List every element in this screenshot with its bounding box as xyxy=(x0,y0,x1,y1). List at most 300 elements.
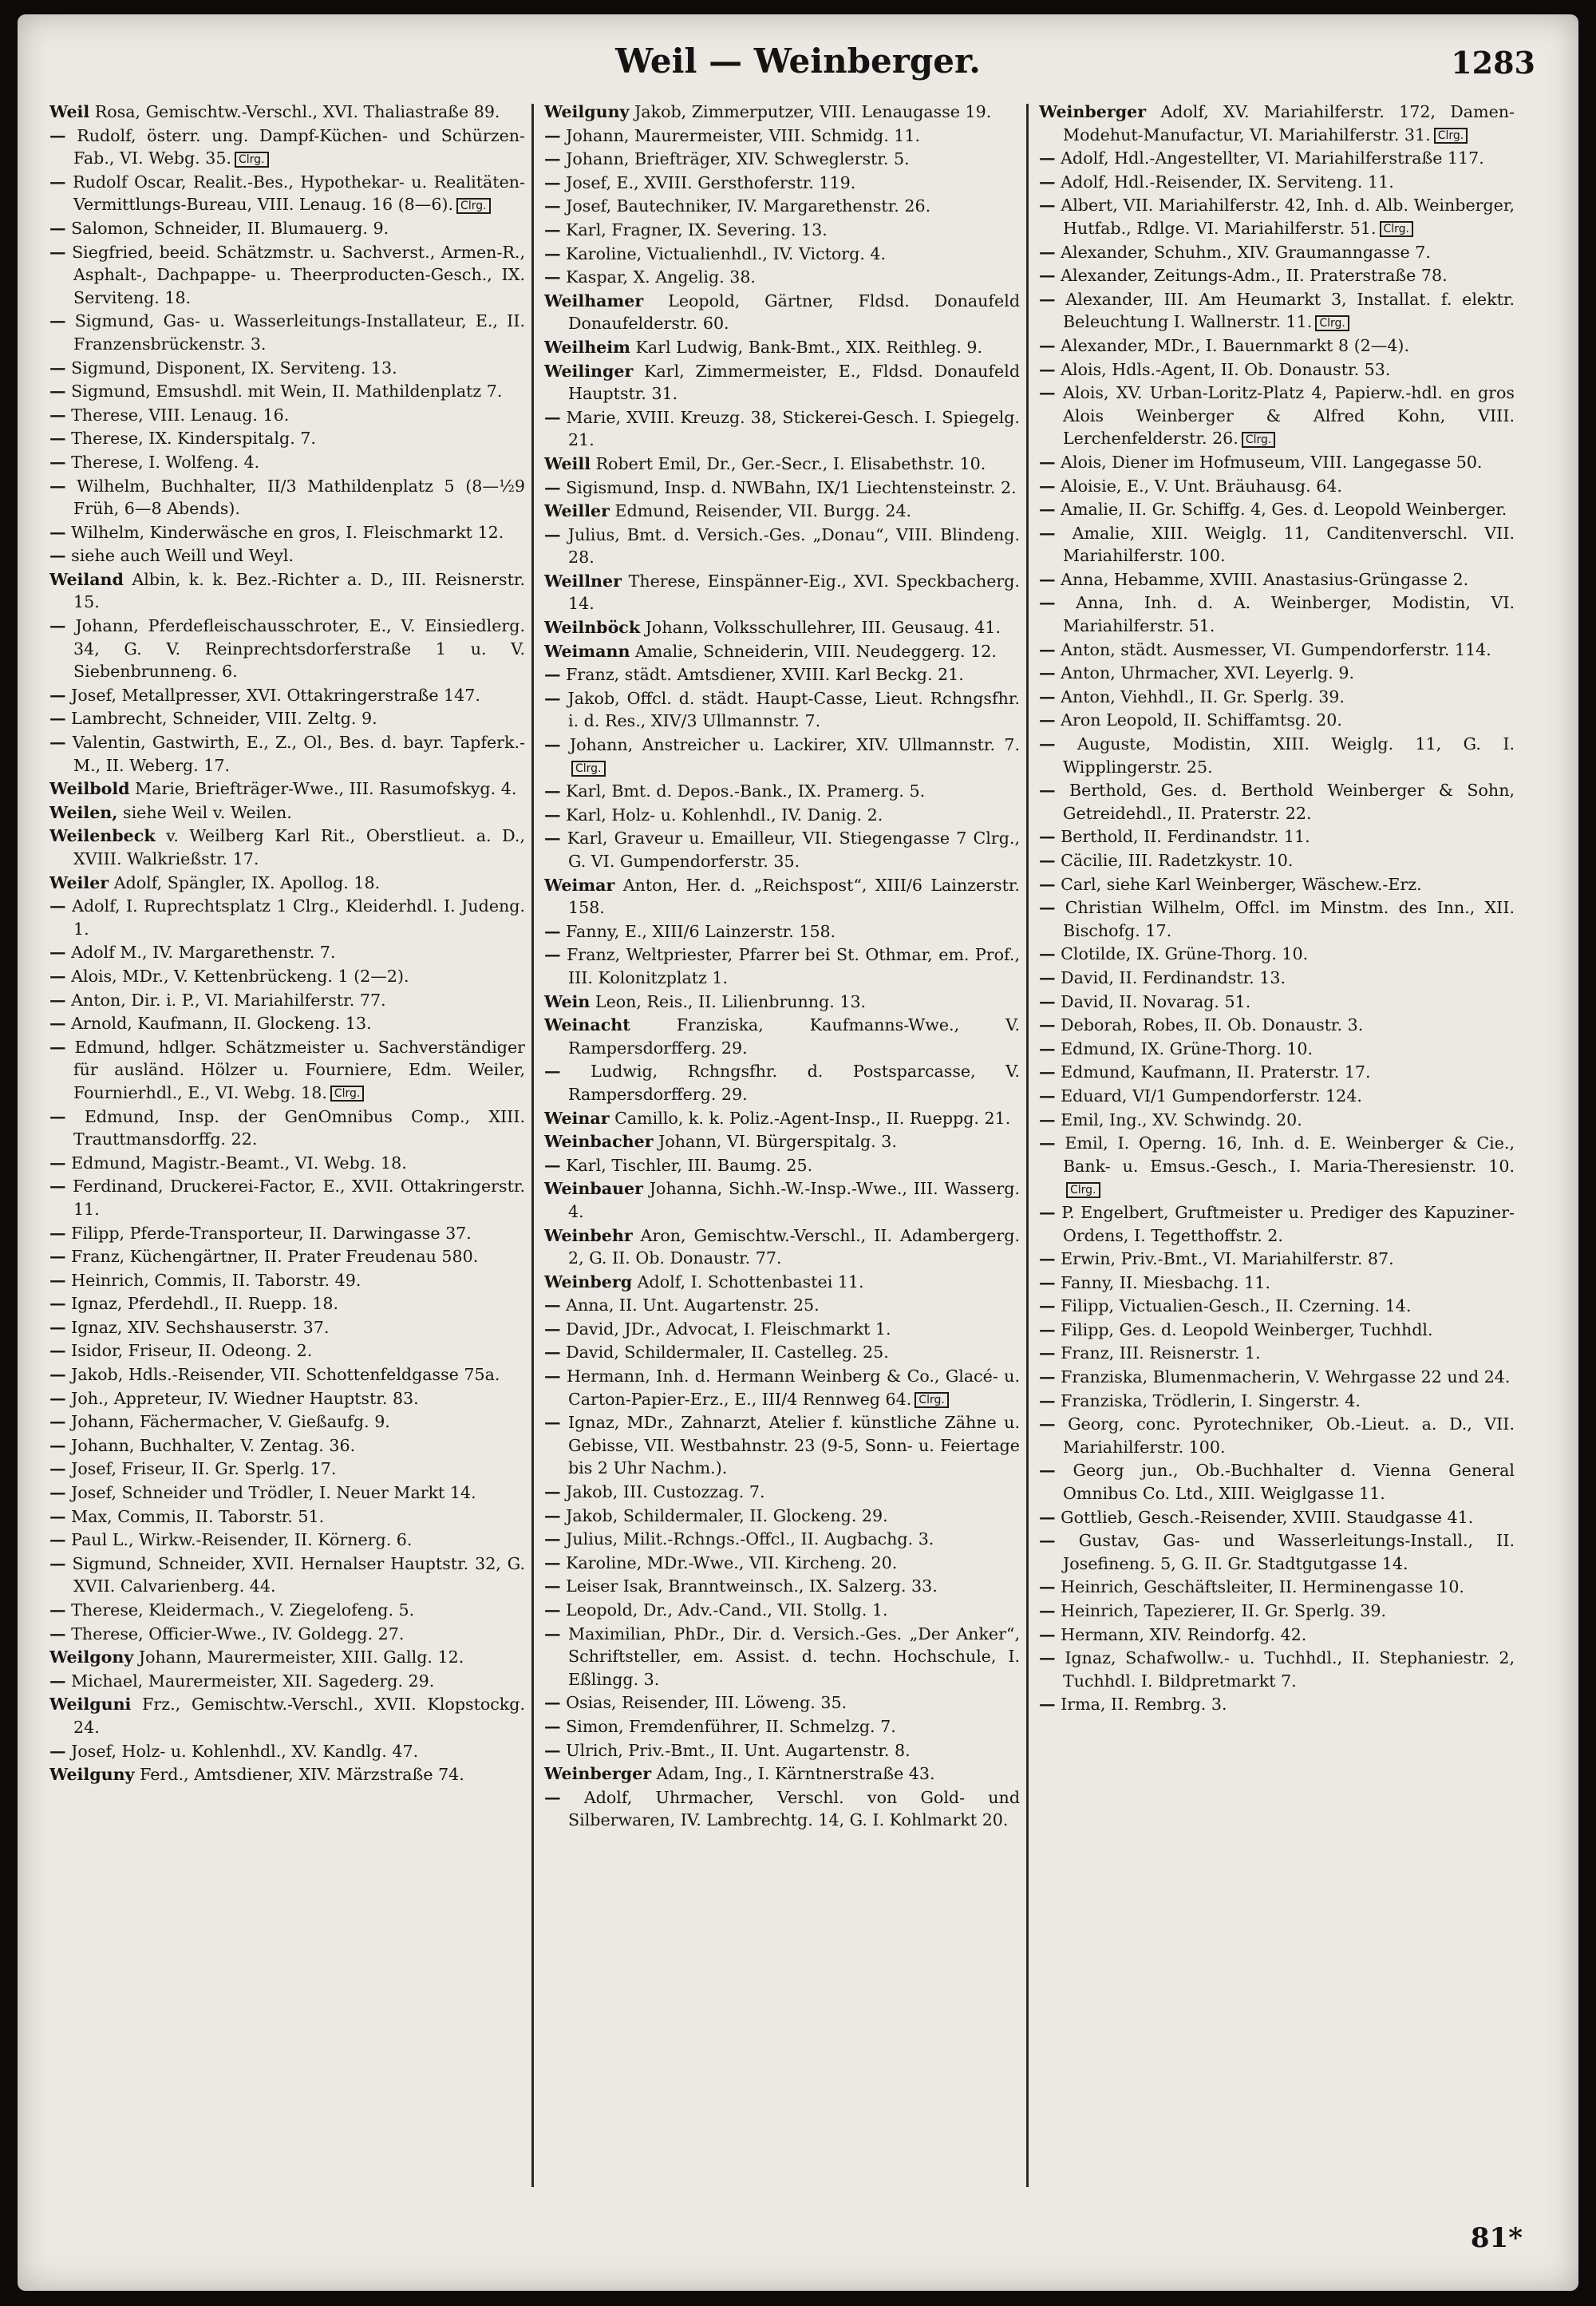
entry-surname: Weillner xyxy=(544,571,622,591)
entry-details: Heinrich, Commis, II. Taborstr. 49. xyxy=(71,1270,361,1290)
directory-entry xyxy=(49,217,525,240)
entry-details: Wilhelm, Buchhalter, II/3 Mathildenplatz 5 (8—½9 Früh, 6—8 Abends). xyxy=(73,476,525,519)
directory-entry xyxy=(1039,147,1515,170)
entry-surname: — xyxy=(49,1294,66,1314)
entry-surname: — xyxy=(544,267,561,287)
entry-details: Albert, VII. Mariahilferstr. 42, Inh. d. Alb. Weinberger, Hutfab., Rdlge. VI. Mariahilferstr. 51. xyxy=(1061,196,1515,238)
directory-entry xyxy=(544,640,1020,663)
signature-mark: 81* xyxy=(1470,2222,1523,2254)
entry-surname: — xyxy=(1039,266,1056,286)
directory-entry xyxy=(1039,591,1515,637)
directory-entry xyxy=(49,427,525,450)
entry-details: Erwin, Priv.-Bmt., VI. Mariahilferstr. 87. xyxy=(1061,1249,1394,1269)
entry-surname: — xyxy=(544,196,561,216)
directory-entry xyxy=(49,380,525,403)
entry-details: Ignaz, Pferdehdl., II. Ruepp. 18. xyxy=(71,1294,339,1314)
entry-surname: — xyxy=(49,1506,66,1526)
clearing-badge: Clrg. xyxy=(456,198,491,214)
directory-entry xyxy=(544,125,1020,148)
entry-details: Leopold, Gärtner, Fldsd. Donaufeld Donaufelderstr. 60. xyxy=(568,291,1020,334)
entry-details: Irma, II. Rembrg. 3. xyxy=(1061,1695,1227,1715)
entry-surname: Weilinger xyxy=(544,361,634,381)
entry-details: Alois, Diener im Hofmuseum, VIII. Langegasse 50. xyxy=(1061,452,1483,472)
entry-details: Filipp, Ges. d. Leopold Weinberger, Tuchhdl. xyxy=(1061,1319,1433,1339)
directory-entry xyxy=(544,616,1020,639)
entry-details: Jakob, Zimmerputzer, VIII. Lenaugasse 19. xyxy=(634,102,992,121)
entry-details: Edmund, IX. Grüne-Thorg. 10. xyxy=(1061,1038,1314,1058)
entry-details: Johann, Fächermacher, V. Gießaufg. 9. xyxy=(71,1412,390,1432)
entry-surname: — xyxy=(49,1317,66,1337)
directory-entry xyxy=(544,101,1020,124)
clearing-badge: Clrg. xyxy=(1315,315,1349,331)
entry-details: Karoline, Victualienhdl., IV. Victorg. 4. xyxy=(566,243,887,263)
entry-details: Filipp, Pferde-Transporteur, II. Darwingasse 37. xyxy=(71,1223,472,1243)
entry-details: David, II. Novarag. 51. xyxy=(1061,991,1251,1011)
entry-details: Karl, Bmt. d. Depos.-Bank., IX. Pramerg. 5. xyxy=(566,781,926,801)
directory-entry xyxy=(544,1691,1020,1715)
directory-entry xyxy=(49,941,525,964)
entry-surname: — xyxy=(544,945,561,965)
column-divider xyxy=(531,104,534,2187)
directory-entry xyxy=(1039,686,1515,709)
directory-entry xyxy=(1039,1248,1515,1271)
directory-entry xyxy=(544,991,1020,1014)
directory-entry xyxy=(49,357,525,380)
entry-surname: — xyxy=(1039,1109,1056,1129)
entry-details: Josef, E., XVIII. Gersthoferstr. 119. xyxy=(566,172,856,192)
entry-details: Anna, II. Unt. Augartenstr. 25. xyxy=(566,1295,820,1315)
entry-surname: — xyxy=(1039,1695,1056,1715)
directory-entry xyxy=(1039,1014,1515,1037)
entry-details: Aloisie, E., V. Unt. Bräuhausg. 64. xyxy=(1061,476,1342,496)
entry-surname: — xyxy=(1039,686,1056,706)
entry-details: Johann, Volksschullehrer, III. Geusaug. 41. xyxy=(645,618,1001,638)
entry-surname: — xyxy=(49,1671,66,1691)
directory-entry xyxy=(544,1060,1020,1106)
entry-surname: — xyxy=(1039,944,1056,964)
entry-details: Adolf, Hdl.-Reisender, IX. Serviteng. 11. xyxy=(1061,172,1394,192)
entry-details: Johann, Buchhalter, V. Zentag. 36. xyxy=(71,1435,356,1455)
entry-details: Karl, Zimmermeister, E., Fldsd. Donaufeld Hauptstr. 31. xyxy=(568,361,1020,404)
directory-entry xyxy=(544,874,1020,920)
entry-details: Aron Leopold, II. Schiffamtsg. 20. xyxy=(1061,710,1342,730)
entry-surname: — xyxy=(49,311,66,331)
directory-entry xyxy=(49,731,525,777)
entry-details: Anton, städt. Ausmesser, VI. Gumpendorferstr. 114. xyxy=(1061,639,1491,659)
entry-details: Paul L., Wirkw.-Reisender, II. Körnerg. 6. xyxy=(71,1530,413,1550)
directory-entry xyxy=(544,920,1020,943)
entry-details: Alexander, III. Am Heumarkt 3, Installat. f. elektr. Beleuchtung I. Wallnerstr. 11. xyxy=(1063,289,1515,332)
entry-surname: Weilenbeck xyxy=(49,826,156,846)
entry-details: Alois, XV. Urban-Loritz-Platz 4, Papierw.-hdl. en gros Alois Weinberger & Alfred Kohn, VIII. Lerchenfelderstr. 26. xyxy=(1062,383,1515,449)
entry-details: Alois, MDr., V. Kettenbrückeng. 1 (2—2). xyxy=(71,966,409,986)
entry-surname: — xyxy=(1039,710,1056,730)
entry-details: Julius, Milit.-Rchngs.-Offcl., II. Augbachg. 3. xyxy=(566,1529,934,1549)
entry-surname: — xyxy=(49,125,66,145)
entry-details: Anton, Uhrmacher, XVI. Leyerlg. 9. xyxy=(1061,663,1355,683)
entry-surname: Weill xyxy=(544,453,591,473)
entry-surname: — xyxy=(1039,639,1056,659)
entry-details: Adolf, I. Schottenbastei 11. xyxy=(637,1272,864,1291)
directory-entry xyxy=(1039,475,1515,498)
entry-surname: — xyxy=(49,1388,66,1408)
directory-entry xyxy=(1039,1647,1515,1692)
directory-entry xyxy=(1039,1109,1515,1132)
directory-entry xyxy=(544,1365,1020,1410)
directory-entry xyxy=(544,663,1020,686)
entry-surname: Weilen, xyxy=(49,802,118,822)
directory-entry xyxy=(544,172,1020,195)
entry-surname: — xyxy=(49,1223,66,1243)
entry-details: Carl, siehe Karl Weinberger, Wäschew.-Erz. xyxy=(1061,874,1422,894)
directory-entry xyxy=(544,1271,1020,1294)
entry-surname: Weinbauer xyxy=(544,1179,644,1199)
entry-surname: — xyxy=(544,407,561,427)
entry-surname: — xyxy=(1039,781,1056,801)
entry-surname: — xyxy=(544,1552,561,1572)
entry-surname: — xyxy=(1039,359,1056,379)
directory-entry xyxy=(1039,1529,1515,1575)
entry-details: Lambrecht, Schneider, VIII. Zeltg. 9. xyxy=(71,709,377,729)
directory-entry xyxy=(49,1458,525,1481)
entry-surname: — xyxy=(544,1062,561,1082)
entry-details: Valentin, Gastwirth, E., Z., Ol., Bes. d. bayr. Tapferk.-M., II. Weberg. 17. xyxy=(72,733,525,775)
directory-entry xyxy=(544,1341,1020,1364)
entry-details: David, JDr., Advocat, I. Fleischmarkt 1. xyxy=(566,1319,891,1339)
entry-details: Amalie, XIII. Weiglg. 11, Canditenverschl. VII. Mariahilferstr. 100. xyxy=(1063,523,1515,566)
entry-details: Karl, Fragner, IX. Severing. 13. xyxy=(566,220,828,239)
entry-surname: — xyxy=(1039,1461,1056,1481)
directory-entry xyxy=(544,734,1020,779)
directory-entry xyxy=(544,219,1020,242)
entry-surname: — xyxy=(1039,851,1056,870)
directory-entry xyxy=(544,570,1020,615)
entry-details: Alexander, MDr., I. Bauernmarkt 8 (2—4). xyxy=(1061,335,1410,355)
entry-details: Fanny, II. Miesbachg. 11. xyxy=(1061,1272,1270,1292)
entry-details: Marie, Briefträger-Wwe., III. Rasumofskyg. 4. xyxy=(135,779,517,799)
directory-entry xyxy=(544,780,1020,803)
entry-details: Berthold, Ges. d. Berthold Weinberger & Sohn, Getreidehdl., II. Praterstr. 22. xyxy=(1063,781,1515,823)
directory-entry xyxy=(544,1575,1020,1598)
entry-surname: — xyxy=(544,1343,561,1363)
directory-entry xyxy=(1039,1693,1515,1716)
directory-entry xyxy=(544,266,1020,289)
entry-surname: — xyxy=(1039,898,1056,918)
entry-surname: — xyxy=(1039,1507,1056,1527)
directory-entry xyxy=(1039,1624,1515,1647)
entry-surname: — xyxy=(49,382,66,401)
directory-entry xyxy=(1039,451,1515,474)
directory-entry xyxy=(1039,825,1515,848)
entry-details: Georg jun., Ob.-Buchhalter d. Vienna General Omnibus Co. Ltd., XIII. Weiglgasse 11. xyxy=(1063,1461,1515,1504)
entry-details: Johann, Briefträger, XIV. Schweglerstr. 5. xyxy=(566,149,910,169)
directory-entry xyxy=(49,568,525,614)
entry-surname: Weiller xyxy=(544,501,610,521)
directory-entry xyxy=(1039,849,1515,872)
entry-details: Clotilde, IX. Grüne-Thorg. 10. xyxy=(1061,944,1309,964)
entry-surname: — xyxy=(544,149,561,169)
directory-entry xyxy=(544,1224,1020,1270)
entry-details: Adolf M., IV. Margarethenstr. 7. xyxy=(71,943,336,963)
directory-entry xyxy=(1039,241,1515,264)
clearing-badge: Clrg. xyxy=(1242,432,1276,448)
entry-surname: Weilbold xyxy=(49,779,130,799)
entry-details: Anna, Inh. d. A. Weinberger, Modistin, VI. Mariahilferstr. 51. xyxy=(1063,593,1515,636)
entry-surname: — xyxy=(1039,172,1056,192)
entry-surname: — xyxy=(544,220,561,239)
entry-details: Adolf, XV. Mariahilferstr. 172, Damen-Modehut-Manufactur, VI. Mariahilferstr. 31. xyxy=(1063,102,1515,144)
entry-details: Amalie, Schneiderin, VIII. Neudeggerg. 12. xyxy=(635,641,997,661)
entry-details: Sigmund, Gas- u. Wasserleitungs-Installateur, E., II. Franzensbrückenstr. 3. xyxy=(73,311,525,354)
entry-surname: — xyxy=(544,781,561,801)
entry-details: Heinrich, Geschäftsleiter, II. Herminengasse 10. xyxy=(1061,1577,1464,1597)
directory-entry xyxy=(1039,288,1515,334)
directory-entry xyxy=(49,1363,525,1386)
entry-surname: — xyxy=(49,1014,66,1034)
entry-surname: Weil xyxy=(49,102,90,121)
directory-entry xyxy=(544,195,1020,218)
entry-details: Sigmund, Schneider, XVII. Hernalser Hauptstr. 32, G. XVII. Calvarienberg. 44. xyxy=(72,1553,525,1596)
entry-surname: — xyxy=(49,1483,66,1503)
entry-surname: — xyxy=(544,921,561,941)
entry-surname: Weiler xyxy=(49,872,109,892)
entry-surname: — xyxy=(544,1787,561,1807)
entry-surname: — xyxy=(49,1247,66,1267)
directory-entry xyxy=(544,453,1020,476)
directory-entry xyxy=(49,451,525,474)
entry-surname: — xyxy=(544,172,561,192)
entry-surname: — xyxy=(544,665,561,685)
entry-details: Franziska, Kaufmanns-Wwe., V. Rampersdorfferg. 29. xyxy=(568,1015,1020,1058)
clearing-badge: Clrg. xyxy=(1434,128,1468,144)
entry-surname: — xyxy=(1039,734,1056,754)
directory-entry xyxy=(49,895,525,940)
directory-entry xyxy=(544,290,1020,335)
entry-surname: — xyxy=(544,1693,561,1713)
directory-entry xyxy=(49,615,525,683)
directory-entry xyxy=(49,171,525,216)
directory-entry xyxy=(49,1529,525,1552)
entry-details: Adolf, Hdl.-Angestellter, VI. Mariahilferstraße 117. xyxy=(1061,148,1484,168)
entry-surname: Weinar xyxy=(544,1108,610,1128)
entry-surname: Weinberger xyxy=(544,1764,652,1784)
directory-entry xyxy=(1039,967,1515,990)
entry-details: David, II. Ferdinandstr. 13. xyxy=(1061,967,1286,987)
clearing-badge: Clrg. xyxy=(1066,1182,1100,1198)
entry-details: Maximilian, PhDr., Dir. d. Versich.-Ges. „Der Anker“, Schriftsteller, em. Assist. d. techn. Hochschule, I. Eßlingg. 3. xyxy=(568,1624,1020,1689)
directory-entry xyxy=(49,1106,525,1151)
entry-details: Kaspar, X. Angelig. 38. xyxy=(566,267,756,287)
directory-entry xyxy=(49,521,525,544)
entry-surname: — xyxy=(544,1413,561,1433)
entry-details: Cäcilie, III. Radetzkystr. 10. xyxy=(1061,851,1294,870)
entry-details: Deborah, Robes, II. Ob. Donaustr. 3. xyxy=(1061,1015,1364,1035)
entry-details: David, Schildermaler, II. Castelleg. 25. xyxy=(566,1343,889,1363)
entry-surname: — xyxy=(1039,500,1056,520)
entry-surname: — xyxy=(49,1624,66,1643)
directory-entry xyxy=(49,1410,525,1434)
entry-details: Johanna, Sichh.-W.-Insp.-Wwe., III. Wasserg. 4. xyxy=(568,1179,1020,1221)
entry-details: Edmund, Reisender, VII. Burgg. 24. xyxy=(614,501,912,521)
entry-surname: — xyxy=(544,1155,561,1175)
directory-entry xyxy=(544,1715,1020,1738)
directory-entry xyxy=(544,1599,1020,1622)
directory-entry xyxy=(544,1623,1020,1691)
entry-surname: — xyxy=(1039,569,1056,589)
directory-entry xyxy=(1039,1366,1515,1389)
directory-entry xyxy=(49,965,525,988)
entry-details: siehe auch Weill und Weyl. xyxy=(71,546,294,566)
entry-surname: — xyxy=(1039,991,1056,1011)
entry-details: Christian Wilhelm, Offcl. im Minstm. des Inn., XII. Bischofg. 17. xyxy=(1063,898,1515,940)
entry-details: Gottlieb, Gesch.-Reisender, XVIII. Staudgasse 41. xyxy=(1061,1507,1474,1527)
entry-surname: — xyxy=(49,616,66,636)
entry-surname: — xyxy=(1039,1038,1056,1058)
entry-details: Therese, Kleidermach., V. Ziegelofeng. 5. xyxy=(71,1600,415,1620)
entry-surname: — xyxy=(49,1600,66,1620)
directory-entry xyxy=(544,1411,1020,1480)
directory-entry xyxy=(1039,991,1515,1014)
entry-surname: Wein xyxy=(544,991,591,1011)
directory-entry xyxy=(1039,1459,1515,1505)
entry-details: Berthold, II. Ferdinandstr. 11. xyxy=(1061,827,1310,847)
entry-surname: Weilheim xyxy=(544,337,630,357)
entry-details: Franz, Weltpriester, Pfarrer bei St. Othmar, em. Prof., III. Kolonitzplatz 1. xyxy=(567,945,1020,987)
entry-details: Auguste, Modistin, XIII. Weiglg. 11, G. I. Wipplingerstr. 25. xyxy=(1063,734,1515,777)
entry-details: Leon, Reis., II. Lilienbrunng. 13. xyxy=(595,991,867,1011)
entry-surname: — xyxy=(1039,1577,1056,1597)
entry-surname: — xyxy=(1039,1648,1056,1668)
entry-details: Therese, Einspänner-Eig., XVI. Speckbacherg. 14. xyxy=(568,571,1020,614)
directory-entry xyxy=(1039,1506,1515,1529)
entry-surname: — xyxy=(544,1600,561,1620)
entry-surname: — xyxy=(544,1505,561,1525)
directory-entry xyxy=(1039,1132,1515,1200)
entry-surname: — xyxy=(544,524,561,544)
directory-entry xyxy=(544,1762,1020,1786)
entry-details: Edmund, Insp. der GenOmnibus Comp., XIII. Trauttmansdorffg. 22. xyxy=(73,1106,525,1149)
directory-entry xyxy=(1039,264,1515,287)
directory-entry xyxy=(544,827,1020,872)
directory-entry xyxy=(49,1175,525,1220)
entry-details: Karl, Holz- u. Kohlenhdl., IV. Danig. 2. xyxy=(566,805,883,825)
entry-details: Jakob, Hdls.-Reisender, VII. Schottenfeldgasse 75a. xyxy=(71,1365,500,1385)
directory-entry xyxy=(49,1152,525,1175)
entry-surname: Weilhamer xyxy=(544,291,644,310)
directory-entry xyxy=(1039,1085,1515,1108)
entry-surname: — xyxy=(49,405,66,425)
entry-details: Hermann, XIV. Reindorfg. 42. xyxy=(1061,1624,1307,1644)
entry-surname: — xyxy=(1039,452,1056,472)
directory-entry xyxy=(49,1505,525,1529)
entry-surname: — xyxy=(49,1270,66,1290)
entry-surname: — xyxy=(544,1482,561,1502)
entry-details: Karoline, MDr.-Wwe., VII. Kircheng. 20. xyxy=(566,1552,898,1572)
entry-surname: — xyxy=(49,429,66,449)
directory-entry xyxy=(49,989,525,1012)
entry-surname: — xyxy=(49,1341,66,1361)
directory-entry xyxy=(49,475,525,520)
directory-entry xyxy=(49,1646,525,1669)
entry-surname: — xyxy=(1039,663,1056,683)
entry-details: Frz., Gemischtw.-Verschl., XVII. Klopstockg. 24. xyxy=(73,1695,525,1737)
entry-details: Johann, Anstreicher u. Lackirer, XIV. Ullmannstr. 7. xyxy=(569,735,1020,755)
directory-entry xyxy=(1039,662,1515,685)
entry-surname: — xyxy=(1039,476,1056,496)
entry-details: Isidor, Friseur, II. Odeong. 2. xyxy=(71,1341,313,1361)
directory-entry xyxy=(544,1739,1020,1762)
directory-entry xyxy=(1039,733,1515,778)
directory-entry xyxy=(1039,568,1515,591)
entry-details: Camillo, k. k. Poliz.-Agent-Insp., II. Rueppg. 21. xyxy=(614,1108,1011,1128)
entry-details: Adolf, Spängler, IX. Apollog. 18. xyxy=(113,872,381,892)
entry-surname: — xyxy=(544,477,561,497)
entry-details: Ferd., Amtsdiener, XIV. Märzstraße 74. xyxy=(140,1765,464,1785)
entry-details: Amalie, II. Gr. Schiffg. 4, Ges. d. Leopold Weinberger. xyxy=(1061,500,1507,520)
entry-details: Ulrich, Priv.-Bmt., II. Unt. Augartenstr. 8. xyxy=(566,1740,911,1760)
entry-details: Johann, Maurermeister, XIII. Gallg. 12. xyxy=(138,1647,464,1667)
entry-surname: — xyxy=(49,1741,66,1761)
entry-surname: — xyxy=(544,1529,561,1549)
entry-details: Rudolf Oscar, Realit.-Bes., Hypothekar- u. Realitäten-Vermittlungs-Bureau, VIII. Lenaug. 16 (8—6). xyxy=(73,172,525,215)
directory-entry xyxy=(544,148,1020,171)
entry-details: Anton, Viehhdl., II. Gr. Sperlg. 39. xyxy=(1061,686,1345,706)
entry-details: Sigmund, Disponent, IX. Serviteng. 13. xyxy=(71,358,397,378)
clearing-badge: Clrg. xyxy=(235,152,269,168)
entry-details: Leiser Isak, Branntweinsch., IX. Salzerg. 33. xyxy=(566,1576,938,1596)
directory-entry xyxy=(544,1014,1020,1059)
entry-surname: — xyxy=(49,1530,66,1550)
directory-entry xyxy=(1039,1272,1515,1295)
page-number: 1283 xyxy=(1451,45,1535,81)
directory-entry xyxy=(49,1339,525,1363)
entry-details: Adam, Ing., I. Kärntnerstraße 43. xyxy=(656,1764,935,1784)
directory-entry xyxy=(49,125,525,170)
entry-details: Franziska, Blumenmacherin, V. Wehrgasse 22 und 24. xyxy=(1061,1367,1511,1387)
entry-surname: — xyxy=(49,476,66,496)
entry-details: Sigmund, Emsushdl. mit Wein, II. Mathildenplatz 7. xyxy=(71,382,503,401)
entry-surname: — xyxy=(544,243,561,263)
entry-details: v. Weilberg Karl Rit., Oberstlieut. a. D., XVIII. Walkrießstr. 17. xyxy=(73,826,525,868)
entry-surname: — xyxy=(49,546,66,566)
entry-surname: Weilguny xyxy=(49,1765,135,1785)
directory-entry xyxy=(49,1245,525,1268)
directory-entry xyxy=(544,1107,1020,1130)
entry-surname: — xyxy=(49,218,66,238)
entry-surname: — xyxy=(49,1177,66,1197)
entry-details: Therese, Officier-Wwe., IV. Goldegg. 27. xyxy=(71,1624,405,1643)
entry-details: Jakob, III. Custozzag. 7. xyxy=(566,1482,765,1502)
directory-entry xyxy=(1039,1201,1515,1247)
entry-surname: — xyxy=(1039,1062,1056,1082)
entry-surname: Weimar xyxy=(544,875,615,895)
entry-details: Alois, Hdls.-Agent, II. Ob. Donaustr. 53. xyxy=(1061,359,1391,379)
entry-details: Therese, VIII. Lenaug. 16. xyxy=(71,405,290,425)
entry-surname: — xyxy=(544,1295,561,1315)
directory-entry xyxy=(49,1222,525,1245)
entry-surname: — xyxy=(49,709,66,729)
entry-surname: — xyxy=(544,735,561,755)
directory-entry xyxy=(49,1269,525,1292)
entry-surname: — xyxy=(1039,1390,1056,1410)
entry-details: Franz, III. Reisnerstr. 1. xyxy=(1061,1343,1261,1363)
entry-surname: — xyxy=(49,452,66,472)
entry-details: Emil, I. Operng. 16, Inh. d. E. Weinberger & Cie., Bank- u. Emsus.-Gesch., I. Maria-Theresienstr. 10. xyxy=(1063,1133,1515,1176)
directory-entry xyxy=(49,1387,525,1410)
entry-details: Max, Commis, II. Taborstr. 51. xyxy=(71,1506,325,1526)
entry-details: Anton, Dir. i. P., VI. Mariahilferstr. 77. xyxy=(71,990,386,1010)
entry-surname: — xyxy=(49,733,66,753)
